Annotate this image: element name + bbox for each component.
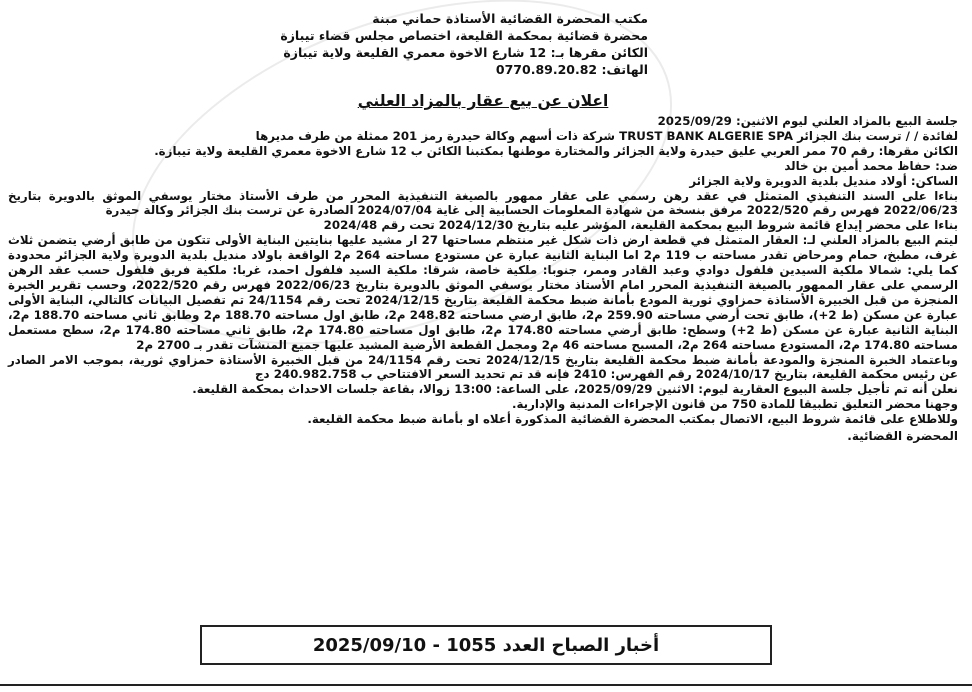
beneficiary-address: الكائن مقرها: رقم 70 ممر العربي عليق حيدرة ولاية الجزائر والمختارة موطنها بمكتبنا الكائن ب 12 شارع الاخوة معمري القليعة ولاية تيبازة. (154, 143, 958, 158)
announcement-body (8, 114, 958, 427)
beneficiary: لفائدة / / ترست بنك الجزائر TRUST BANK ALGERIE SPA شركة ذات أسهم وكالة حيدرة رمز 201 ممثلة من طرف مديرها (255, 128, 958, 143)
posting-notice: وجهنا محضر التعليق تطبيقا للمادة 750 من قانون الإجراءات المدنية والإدارية. (512, 397, 958, 412)
announcement-page (8, 10, 958, 632)
conditions-deposit: بناءا على محضر إيداع قائمة شروط البيع بمحكمة القليعة، المؤشر عليه بتاريخ 2024/12/30 تحت رقم 2024/48 (323, 218, 958, 233)
enforcement-title: بناءا على السند التنفيذي المتمثل في عقد رهن رسمي على عقار ممهور بالصيغة التنفيذية المحرر من طرف الأستاذ مختار يوسفي الموثق بالدويرة بتاريخ 2022/06/23 فهرس رقم 2022/520 مرفق بنسخة من شهادة المعلومات الحسابية إلى غاية 2024/07/04 الصادرة عن ترست بنك الجزائر وكالة حيدرة (8, 188, 958, 218)
signature: المحضرة القضائية. (847, 429, 958, 444)
office-header (8, 10, 958, 78)
property-description: ليتم البيع بالمزاد العلني لـ: العقار المتمثل في قطعة ارض ذات شكل غير منتظم مساحتها 27 ار مشيد عليها بنايتين البناية الأولى تتكون من طابق أرضي يتضمن ثلاث غرف، مطبخ، حمام ومرحاض تقدر مساحته ب 119 م2 اما البناية الثانية عبارة عن مستودع مساحته 264 م2 الواقعة باولاد منديل بلدية الدويرة ولاية الجزائر محدودة كما يلي: شمالا ملكية السيدين فلفول دوادي وعبد القادر وممر، جنوبا: ملكية خاصة، شرقا: ملكية السيد فلفول احمد، غربا: ملكية فريق فلفول حسب عقد الرهن الرسمي على عقار الممهور بالصيغة التنفيذية المحرر امام الأستاذ مختار يوسفي الموثق بالدويرة بتاريخ 2022/06/23 فهرس رقم 2022/520، وحسب تقرير الخبرة المنجزة من قبل الخبيرة الأستاذة حمزاوي ثورية المودع بأمانة ضبط محكمة القليعة بتاريخ 2024/12/15 تحت رقم 24/1154 تم تفصيل البيانات كالتالي، البناية الأولى عبارة عن مسكن (ط 2+)، طابق تحت أرضي مساحته 259.90 م2، طابق ارضي مساحته 248.82 م2، طابق اول مساحته 188.70 م2 وطابق ثاني مساحته 188.70 م2، البناية الثانية عبارة عن مسكن (ط 2+) وسطح: طابق أرضي مساحته 174.80 م2، طابق اول مساحته 174.80 م2، طابق ثاني مساحته 174.80 م2، سطح مستعمل مساحته 174.80 م2، المستودع مساحته 264 م2، المسبح مساحته 46 م2 ومجمل القطعة الأرضية المشيد عليها جميع المنشآت تقدر بـ 2700 م2 (8, 233, 959, 352)
office-name: مكتب المحضرة القضائية الأستاذة حماني مبنة (372, 11, 648, 26)
newspaper-footer (200, 625, 772, 665)
office-phone: الهاتف: 0770.89.20.82 (495, 62, 648, 77)
contact-info: وللاطلاع على قائمة شروط البيع، الاتصال بمكتب المحضرة القضائية المذكورة أعلاه او بأمانة ضبط محكمة القليعة. (307, 412, 958, 427)
footer-text: أخبار الصباح العدد 1055 - 2025/09/10 (312, 634, 660, 656)
debtor-address: الساكن: أولاد منديل بلدية الدويرة ولاية الجزائر (689, 173, 958, 188)
announcement-title: اعلان عن بيع عقار بالمزاد العلني (357, 92, 609, 110)
debtor: ضد: حفاظ محمد أمين بن خالد (784, 158, 958, 173)
opening-price: وباعتماد الخبرة المنجزة والمودعة بأمانة ضبط محكمة القليعة بتاريخ 2024/12/15 تحت رقم 24/1154 من قبل الخبيرة الأستاذة حمزاوي ثورية، بموجب الامر الصادر عن رئيس محكمة القليعة، بتاريخ 2024/10/17 رقم الفهرس: 2410 فإنه قد تم تحديد السعر الافتتاحي ب 240.982.758 دج (8, 352, 959, 382)
session-postponement: نعلن أنه تم تأجيل جلسة البيوع العقارية ليوم: الاثنين 2025/09/29، على الساعة: 13:00 زوالا، بقاعة جلسات الاحداث بمحكمة القليعة. (192, 382, 958, 397)
office-jurisdiction: محضرة قضائية بمحكمة القليعة، اختصاص مجلس قضاء تيبازة (280, 28, 648, 43)
bottom-divider (0, 684, 972, 692)
office-address: الكائن مقرها بـ: 12 شارع الاخوة معمري القليعة ولاية تيبازة (283, 45, 648, 60)
session-date: جلسة البيع بالمزاد العلني ليوم الاثنين: 2025/09/29 (657, 114, 958, 128)
